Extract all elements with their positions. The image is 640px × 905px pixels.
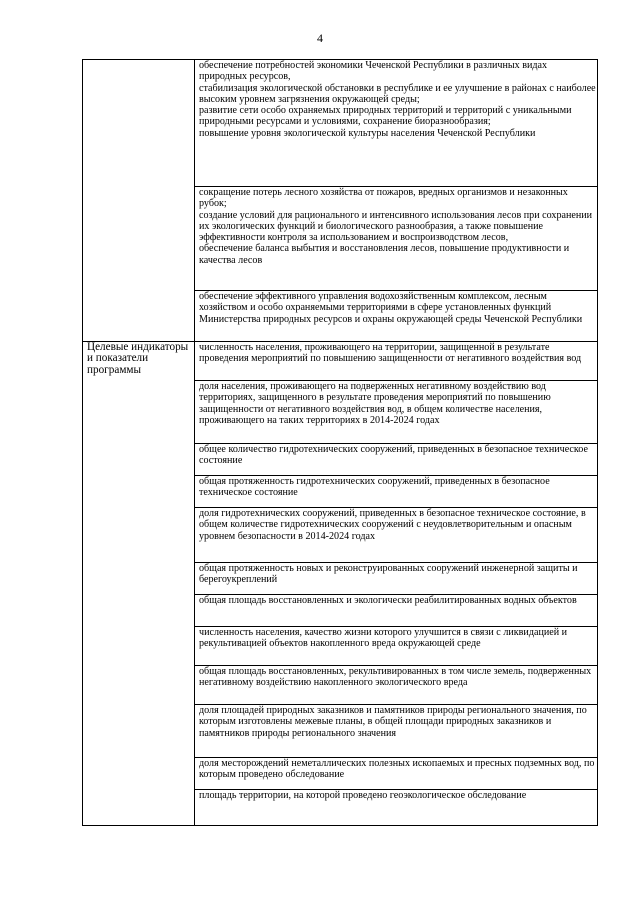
indicator-cell (195, 595, 598, 627)
indicator-cell (195, 627, 598, 666)
section-label-cell (83, 342, 195, 826)
goals-label-cell (83, 60, 195, 342)
indicator-text: доля гидротехнических сооружений, приведенных в безопасное техническое состояние, в общем количестве гидротехнических сооружений с неудовлетворительным и опасным уровнем безопасности в 2014-2024 годах (199, 508, 586, 542)
goal-cell (195, 60, 598, 187)
goal-text: обеспечение потребностей экономики Чеченской Республики в различных видах природных ресурсов, стабилизация экологической обстановки в республике и ее улучшение в районах с наиболее высоким уровнем загрязнения окружающей среды; развитие сети особо охраняемых природных территорий и территорий с уникальными природными ресурсами и условиями, сохранение биоразнообразия; повышение уровня экологической культуры населения Чеченской Республики (199, 60, 596, 139)
indicator-cell (195, 342, 598, 381)
indicator-text: общая площадь восстановленных, рекультивированных в том числе земель, подверженных негативному воздействию накопленного экологического вреда (199, 666, 592, 689)
goals-indicators-table (82, 59, 598, 826)
indicator-cell (195, 705, 598, 758)
indicator-text: общая площадь восстановленных и экологически реабилитированных водных объектов (199, 595, 577, 606)
goal-cell (195, 291, 598, 342)
goal-cell (195, 187, 598, 291)
indicator-text: общая протяженность новых и реконструированных сооружений инженерной защиты и берегоукреплений (199, 563, 578, 586)
indicator-cell (195, 444, 598, 476)
indicator-text: доля населения, проживающего на подверженных негативному воздействию вод территориях, защищенного в результате проведения мероприятий по повышению защищенности от негативного воздействия вод, в общем количестве населения, проживающего на таких территориях в 2014-2024 годах (199, 381, 551, 426)
indicator-cell (195, 476, 598, 508)
indicator-text: численность населения, качество жизни которого улучшится в связи с ликвидацией и рекультивацией объектов накопленного вреда окружающей среде (199, 627, 568, 650)
indicator-text: площадь территории, на которой проведено геоэкологическое обследование (199, 790, 527, 801)
indicator-cell (195, 381, 598, 444)
goal-text: обеспечение эффективного управления водохозяйственным комплексом, лесным хозяйством и особо охраняемыми территориями в сфере установленных функций Министерства природных ресурсов и охраны окружающей среды Чеченской Республики (199, 291, 583, 325)
indicator-text: доля площадей природных заказников и памятников природы регионального значения, по которым изготовлены межевые планы, в общей площади природных заказников и памятников природы регионального значения (199, 705, 587, 739)
section-label: Целевые индикаторы и показатели программы (87, 341, 189, 376)
indicator-text: общая протяженность гидротехнических сооружений, приведенных в безопасное техническое состояние (199, 476, 550, 499)
indicator-cell (195, 563, 598, 595)
indicator-text: численность населения, проживающего на территории, защищенной в результате проведения мероприятий по повышению защищенности от негативного воздействия вод (199, 342, 582, 365)
goal-text: сокращение потерь лесного хозяйства от пожаров, вредных организмов и незаконных рубок; создание условий для рационального и интенсивного использования лесов при сохранении их экологических функций и биологического разнообразия, а также повышение эффективности контроля за использованием и воспроизводством лесов, обеспечение баланса выбытия и восстановления лесов, повышение продуктивности и качества лесов (199, 187, 593, 266)
table-row (83, 60, 598, 187)
page-number: 4 (317, 31, 323, 45)
indicator-cell (195, 790, 598, 826)
indicator-text: общее количество гидротехнических сооружений, приведенных в безопасное техническое состояние (199, 444, 588, 467)
indicator-text: доля месторождений неметаллических полезных ископаемых и пресных подземных вод, по которым проведено обследование (199, 758, 595, 781)
indicator-cell (195, 758, 598, 790)
table-row (83, 342, 598, 381)
indicator-cell (195, 508, 598, 563)
indicator-cell (195, 666, 598, 705)
